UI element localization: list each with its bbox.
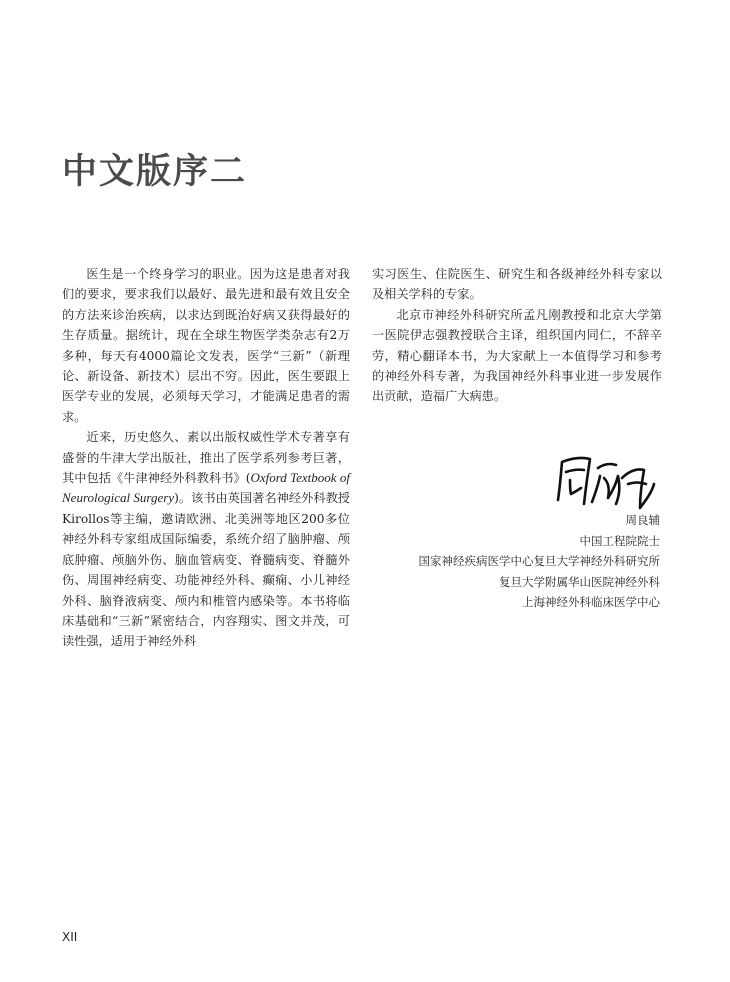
paragraph-2-text-a: 近来，历史悠久、素以出版权威性学术专著享有盛誉的牛津大学出版社，推出了医学系列参考巨著，其中包括《牛津神经外科教科书》(	[62, 430, 350, 486]
paragraph-2-continued: 实习医生、住院医生、研究生和各级神经外科专家以及相关学科的专家。	[372, 267, 662, 302]
signatory-title-1: 中国工程院院士	[579, 533, 660, 548]
paragraph-2-text-b: )。该书由英国著名神经外科教授Kirollos等主编，邀请欧洲、北美洲等地区200多位神经外科专家组成国际编委，系统介绍了脑肿瘤、颅底肿瘤、颅脑外伤、脑血管病变、脊髓病变、脊髓外伤、周围神经病变、功能神经外科、癫痫、小儿神经外科、脑脊液病变、颅内和椎管内感染等。本书将临床基础和“三新”紧密结合，内容翔实、图文并茂，可读性强，适用于神经外科	[62, 491, 350, 649]
paragraph-1: 医生是一个终身学习的职业。因为这是患者对我们的要求，要求我们以最好、最先进和最有效且安全的方法来诊治疾病，以求达到既治好病又获得最好的生存质量。据统计，现在全球生物医学类杂志有2万多种，每天有4000篇论文发表，医学“三新”（新理论、新设备、新技术）层出不穷。因此，医生要跟上医学专业的发展，必须每天学习，才能满足患者的需求。	[62, 267, 350, 424]
paragraph-3: 北京市神经外科研究所孟凡刚教授和北京大学第一医院伊志强教授联合主译，组织国内同仁，不辞辛劳，精心翻译本书，为大家献上一本值得学习和参考的神经外科专著，为我国神经外科事业进一步发展作出贡献，造福广大病患。	[372, 307, 662, 404]
left-column	[62, 264, 350, 652]
right-column	[372, 264, 662, 407]
page-number: XII	[62, 930, 78, 944]
signatory-title-2: 国家神经疾病医学中心复旦大学神经外科研究所	[418, 554, 660, 568]
signatory-title-4: 上海神经外科临床医学中心	[522, 595, 660, 609]
signatory-title-3: 复旦大学附属华山医院神经外科	[499, 574, 660, 589]
handwritten-signature	[548, 448, 658, 518]
book-title-english: Oxford Textbook of Neurological Surgery	[62, 470, 350, 506]
signatory-name: 周良辅	[625, 513, 660, 527]
paragraph-2	[62, 427, 350, 651]
page-title: 中文版序二	[62, 152, 248, 192]
signature-block	[419, 510, 661, 613]
